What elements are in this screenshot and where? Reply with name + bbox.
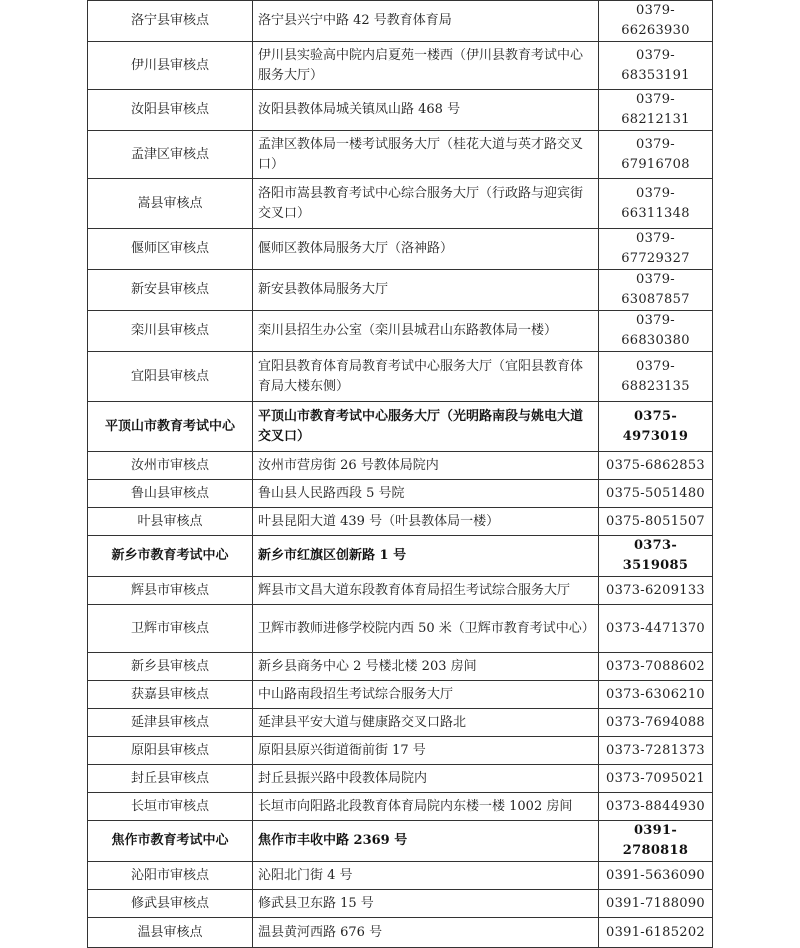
site-name-cell: 鲁山县审核点 [88, 480, 253, 508]
phone-cell: 0375-8051507 [599, 508, 713, 536]
site-name-cell: 伊川县审核点 [88, 42, 253, 90]
site-name-cell: 汝州市审核点 [88, 452, 253, 480]
address-cell: 卫辉市教师进修学校院内西 50 米（卫辉市教育考试中心） [253, 605, 599, 653]
address-cell: 中山路南段招生考试综合服务大厅 [253, 681, 599, 709]
site-name-cell: 汝阳县审核点 [88, 90, 253, 131]
address-cell: 延津县平安大道与健康路交叉口路北 [253, 709, 599, 737]
address-cell: 栾川县招生办公室（栾川县城君山东路教体局一楼） [253, 311, 599, 352]
table-row [88, 918, 713, 948]
site-name-cell: 洛宁县审核点 [88, 1, 253, 42]
address-cell: 汝州市营房街 26 号教体局院内 [253, 452, 599, 480]
table-row [88, 890, 713, 918]
address-cell: 温县黄河西路 676 号 [253, 918, 599, 948]
address-cell: 偃师区教体局服务大厅（洛神路） [253, 229, 599, 270]
table-row [88, 653, 713, 681]
site-name-cell: 卫辉市审核点 [88, 605, 253, 653]
address-cell: 叶县昆阳大道 439 号（叶县教体局一楼） [253, 508, 599, 536]
table-row [88, 765, 713, 793]
table-row [88, 681, 713, 709]
table-row [88, 90, 713, 131]
phone-cell: 0373-6306210 [599, 681, 713, 709]
table-row [88, 821, 713, 862]
phone-cell: 0375-5051480 [599, 480, 713, 508]
phone-cell: 0379-66311348 [599, 179, 713, 229]
address-cell: 洛阳市嵩县教育考试中心综合服务大厅（行政路与迎宾街交叉口） [253, 179, 599, 229]
site-name-cell: 沁阳市审核点 [88, 862, 253, 890]
site-name-cell: 焦作市教育考试中心 [88, 821, 253, 862]
phone-cell: 0379-68212131 [599, 90, 713, 131]
site-name-cell: 辉县市审核点 [88, 577, 253, 605]
phone-cell: 0379-63087857 [599, 270, 713, 311]
site-name-cell: 宜阳县审核点 [88, 352, 253, 402]
site-name-cell: 封丘县审核点 [88, 765, 253, 793]
site-name-cell: 嵩县审核点 [88, 179, 253, 229]
address-cell: 原阳县原兴街道衙前街 17 号 [253, 737, 599, 765]
address-cell: 新安县教体局服务大厅 [253, 270, 599, 311]
phone-cell: 0373-7281373 [599, 737, 713, 765]
exam-site-table [87, 0, 713, 948]
phone-cell: 0375-6862853 [599, 452, 713, 480]
phone-cell: 0373-7088602 [599, 653, 713, 681]
phone-cell: 0375-4973019 [599, 402, 713, 452]
phone-cell: 0373-7694088 [599, 709, 713, 737]
table-row [88, 270, 713, 311]
phone-cell: 0391-7188090 [599, 890, 713, 918]
phone-cell: 0379-67916708 [599, 131, 713, 179]
table-row [88, 452, 713, 480]
site-name-cell: 叶县审核点 [88, 508, 253, 536]
address-cell: 辉县市文昌大道东段教育体育局招生考试综合服务大厅 [253, 577, 599, 605]
phone-cell: 0373-3519085 [599, 536, 713, 577]
phone-cell: 0379-67729327 [599, 229, 713, 270]
address-cell: 长垣市向阳路北段教育体育局院内东楼一楼 1002 房间 [253, 793, 599, 821]
table-row [88, 709, 713, 737]
table-row [88, 793, 713, 821]
address-cell: 平顶山市教育考试中心服务大厅（光明路南段与姚电大道交叉口） [253, 402, 599, 452]
table-body [88, 1, 713, 948]
table-row [88, 508, 713, 536]
address-cell: 新乡县商务中心 2 号楼北楼 203 房间 [253, 653, 599, 681]
site-name-cell: 新乡市教育考试中心 [88, 536, 253, 577]
address-cell: 孟津区教体局一楼考试服务大厅（桂花大道与英才路交叉口） [253, 131, 599, 179]
site-name-cell: 新安县审核点 [88, 270, 253, 311]
table-row [88, 229, 713, 270]
phone-cell: 0379-66830380 [599, 311, 713, 352]
table-row [88, 536, 713, 577]
site-name-cell: 获嘉县审核点 [88, 681, 253, 709]
table-row [88, 480, 713, 508]
phone-cell: 0391-6185202 [599, 918, 713, 948]
address-cell: 新乡市红旗区创新路 1 号 [253, 536, 599, 577]
phone-cell: 0373-8844930 [599, 793, 713, 821]
phone-cell: 0391-5636090 [599, 862, 713, 890]
table-row [88, 605, 713, 653]
site-name-cell: 温县审核点 [88, 918, 253, 948]
site-name-cell: 新乡县审核点 [88, 653, 253, 681]
table-row [88, 862, 713, 890]
phone-cell: 0379-66263930 [599, 1, 713, 42]
address-cell: 伊川县实验高中院内启夏苑一楼西（伊川县教育考试中心服务大厅） [253, 42, 599, 90]
site-name-cell: 长垣市审核点 [88, 793, 253, 821]
table-row [88, 42, 713, 90]
table-row [88, 1, 713, 42]
address-cell: 封丘县振兴路中段教体局院内 [253, 765, 599, 793]
phone-cell: 0379-68353191 [599, 42, 713, 90]
address-cell: 焦作市丰收中路 2369 号 [253, 821, 599, 862]
address-cell: 洛宁县兴宁中路 42 号教育体育局 [253, 1, 599, 42]
phone-cell: 0373-6209133 [599, 577, 713, 605]
phone-cell: 0379-68823135 [599, 352, 713, 402]
table-row [88, 352, 713, 402]
site-name-cell: 平顶山市教育考试中心 [88, 402, 253, 452]
table-row [88, 311, 713, 352]
table-row [88, 131, 713, 179]
table-row [88, 402, 713, 452]
address-cell: 宜阳县教育体育局教育考试中心服务大厅（宜阳县教育体育局大楼东侧） [253, 352, 599, 402]
site-name-cell: 栾川县审核点 [88, 311, 253, 352]
phone-cell: 0373-7095021 [599, 765, 713, 793]
address-cell: 鲁山县人民路西段 5 号院 [253, 480, 599, 508]
site-name-cell: 孟津区审核点 [88, 131, 253, 179]
phone-cell: 0391-2780818 [599, 821, 713, 862]
table-row [88, 737, 713, 765]
address-cell: 修武县卫东路 15 号 [253, 890, 599, 918]
site-name-cell: 偃师区审核点 [88, 229, 253, 270]
site-name-cell: 原阳县审核点 [88, 737, 253, 765]
address-cell: 沁阳北门街 4 号 [253, 862, 599, 890]
address-cell: 汝阳县教体局城关镇凤山路 468 号 [253, 90, 599, 131]
site-name-cell: 延津县审核点 [88, 709, 253, 737]
table-row [88, 577, 713, 605]
site-name-cell: 修武县审核点 [88, 890, 253, 918]
table-row [88, 179, 713, 229]
phone-cell: 0373-4471370 [599, 605, 713, 653]
